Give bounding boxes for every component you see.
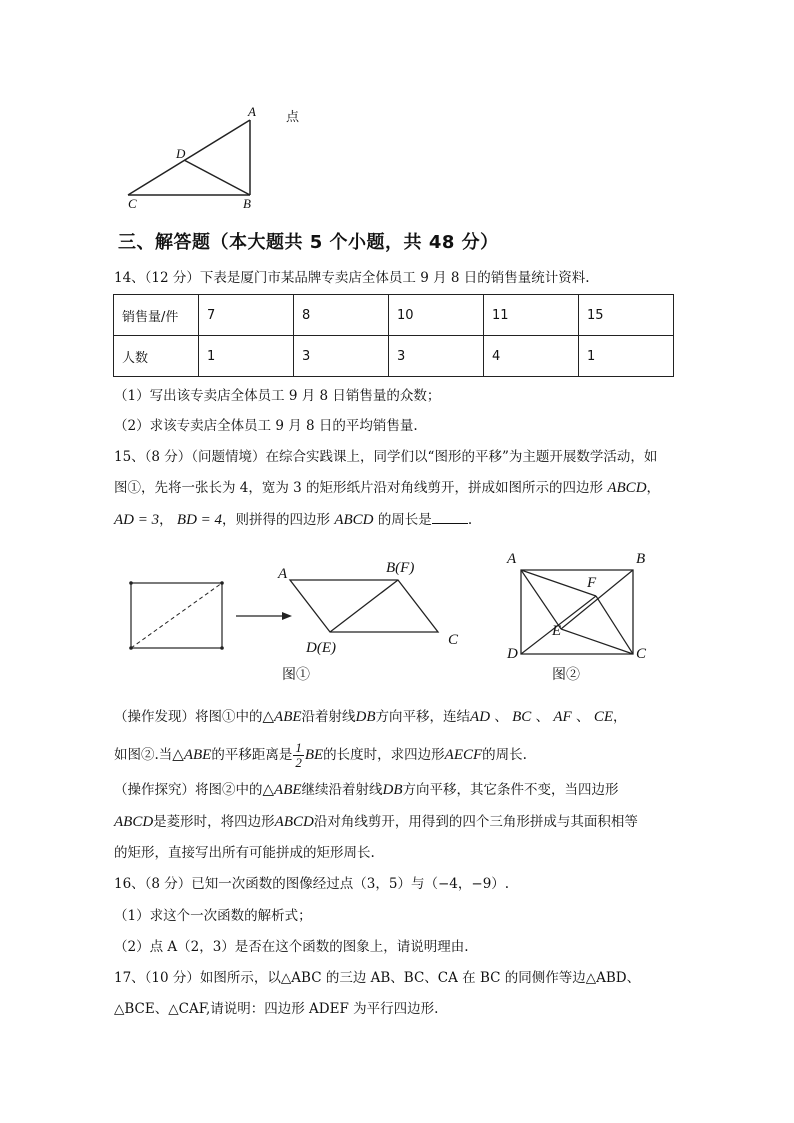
q15-line3-text: ，则拼得的四边形 <box>222 512 331 528</box>
table-cell: 8 <box>294 295 389 336</box>
math-abcd: ABCD <box>274 814 314 830</box>
q15-text: （操作发现）将图①中的 <box>114 709 263 725</box>
side-note: 点 <box>286 110 300 125</box>
table-row <box>114 336 674 377</box>
label-C: C <box>128 196 137 211</box>
q15-ex3: 的矩形，直接写出所有可能拼成的矩形周长. <box>114 845 375 861</box>
q15-text: 方向平移，其它条件不变，当四边形 <box>402 782 619 798</box>
q16-sub1: （1）求这个一次函数的解析式； <box>114 908 312 924</box>
fig2-label-C: C <box>636 646 647 662</box>
table-cell: 10 <box>389 295 484 336</box>
q14-sub2: （2）求该专卖店全体员工 9 月 8 日的平均销售量. <box>114 418 418 434</box>
q15-text: 沿对角线剪开，用得到的四个三角形拼成与其面积相等 <box>313 814 638 830</box>
fig2-label-F: F <box>587 575 597 591</box>
fig1-label-DE: D(E) <box>306 640 336 656</box>
q15-text: 的周长. <box>482 747 527 763</box>
math-bd: BD = 4 <box>176 512 223 528</box>
math-ad: AD <box>470 709 491 725</box>
comma: ， <box>159 512 173 528</box>
label-D: D <box>176 146 186 161</box>
table-cell: 15 <box>579 295 674 336</box>
q14-intro: 14、（12 分）下表是厦门市某品牌专卖店全体员工 9 月 8 日的销售量统计资料. <box>114 270 590 286</box>
fig1-label-A: A <box>278 566 288 582</box>
table-cell: 3 <box>294 336 389 377</box>
fig1-label-C: C <box>448 632 459 648</box>
fraction-half <box>293 741 304 770</box>
q15-line3-text2: 的周长是 <box>377 512 432 528</box>
label-A: A <box>248 104 256 119</box>
math-db: DB <box>382 782 403 798</box>
q16-sub2: （2）点 A（2，3）是否在这个函数的图象上，请说明理由. <box>114 939 469 955</box>
fig1-caption: 图① <box>282 667 310 683</box>
table-cell: 7 <box>199 295 294 336</box>
q15-text: （操作探究）将图②中的 <box>114 782 263 798</box>
math-ad: AD = 3 <box>114 512 160 528</box>
q15-text: 、 <box>576 709 590 725</box>
table-cell: 1 <box>579 336 674 377</box>
q15-line3 <box>114 509 472 530</box>
table-cell: 3 <box>389 336 484 377</box>
q17-line2: △BCE、△CAF,请说明：四边形 ADEF 为平行四边形. <box>114 1001 439 1017</box>
answer-blank <box>432 509 468 524</box>
q15-text: 继续沿着射线 <box>301 782 383 798</box>
math-ce: CE <box>593 709 613 725</box>
fig2-label-D: D <box>507 646 518 662</box>
math-abe: △ABE <box>262 709 302 725</box>
q17-line1: 17、（10 分）如图所示，以△ABC 的三边 AB、BC、CA 在 BC 的同侧作等边△ABD、 <box>114 970 641 986</box>
math-db: DB <box>355 709 376 725</box>
label-B: B <box>243 196 251 211</box>
table-row <box>114 295 674 336</box>
q14-sub1: （1）写出该专卖店全体员工 9 月 8 日销售量的众数； <box>114 388 441 404</box>
figure-2 <box>510 560 650 660</box>
q15-text: 沿着射线 <box>301 709 356 725</box>
q15-text: 的长度时，求四边形 <box>323 747 445 763</box>
section-title: 三、解答题（本大题共 5 个小题，共 48 分） <box>118 232 499 253</box>
table-cell: 销售量/件 <box>114 295 199 336</box>
q15-op2 <box>114 740 527 770</box>
math-abcd: ABCD <box>114 814 154 830</box>
q15-op1 <box>114 707 626 727</box>
q15-ex2 <box>114 812 638 832</box>
q15-text: 、 <box>494 709 508 725</box>
q15-line1: 15、（8 分）（问题情境）在综合实践课上，同学们以“图形的平移”为主题开展数学活动，如 <box>114 449 658 465</box>
q15-line2-text: 图①，先将一张长为 4，宽为 3 的矩形纸片沿对角线剪开，拼成如图所示的四边形 <box>114 480 604 496</box>
math-bc: BC <box>512 709 532 725</box>
math-abcd: ABCD <box>334 512 374 528</box>
sales-table <box>113 294 674 377</box>
math-be: BE <box>304 747 324 763</box>
table-cell: 11 <box>484 295 579 336</box>
comma: ， <box>646 480 661 496</box>
fig2-label-B: B <box>636 551 646 567</box>
q15-text: 如图②.当 <box>114 747 173 763</box>
fraction-denominator: 2 <box>295 755 302 770</box>
table-cell: 人数 <box>114 336 199 377</box>
fraction-numerator: 1 <box>295 740 302 755</box>
table-cell: 4 <box>484 336 579 377</box>
math-aecf: AECF <box>444 747 483 763</box>
q15-text: 方向平移，连结 <box>375 709 471 725</box>
fig2-label-A: A <box>507 551 517 567</box>
fig1-label-BF: B(F) <box>386 560 415 576</box>
q15-line2 <box>114 478 660 498</box>
q16-intro: 16、（8 分）已知一次函数的图像经过点（3，5）与（−4，−9）. <box>114 876 510 892</box>
table-cell: 1 <box>199 336 294 377</box>
period: . <box>467 512 473 528</box>
q15-ex1 <box>114 780 619 800</box>
math-abe: △ABE <box>172 747 212 763</box>
q15-text: 、 <box>535 709 550 725</box>
fig2-label-E: E <box>552 623 562 639</box>
figure-1 <box>120 570 470 670</box>
fig2-caption: 图② <box>552 667 580 683</box>
math-abcd: ABCD <box>607 480 647 496</box>
q15-text: ， <box>612 709 627 725</box>
math-af: AF <box>553 709 572 725</box>
q15-text: 是菱形时，将四边形 <box>153 814 275 830</box>
math-abe: △ABE <box>262 782 302 798</box>
q15-text: 的平移距离是 <box>211 747 293 763</box>
